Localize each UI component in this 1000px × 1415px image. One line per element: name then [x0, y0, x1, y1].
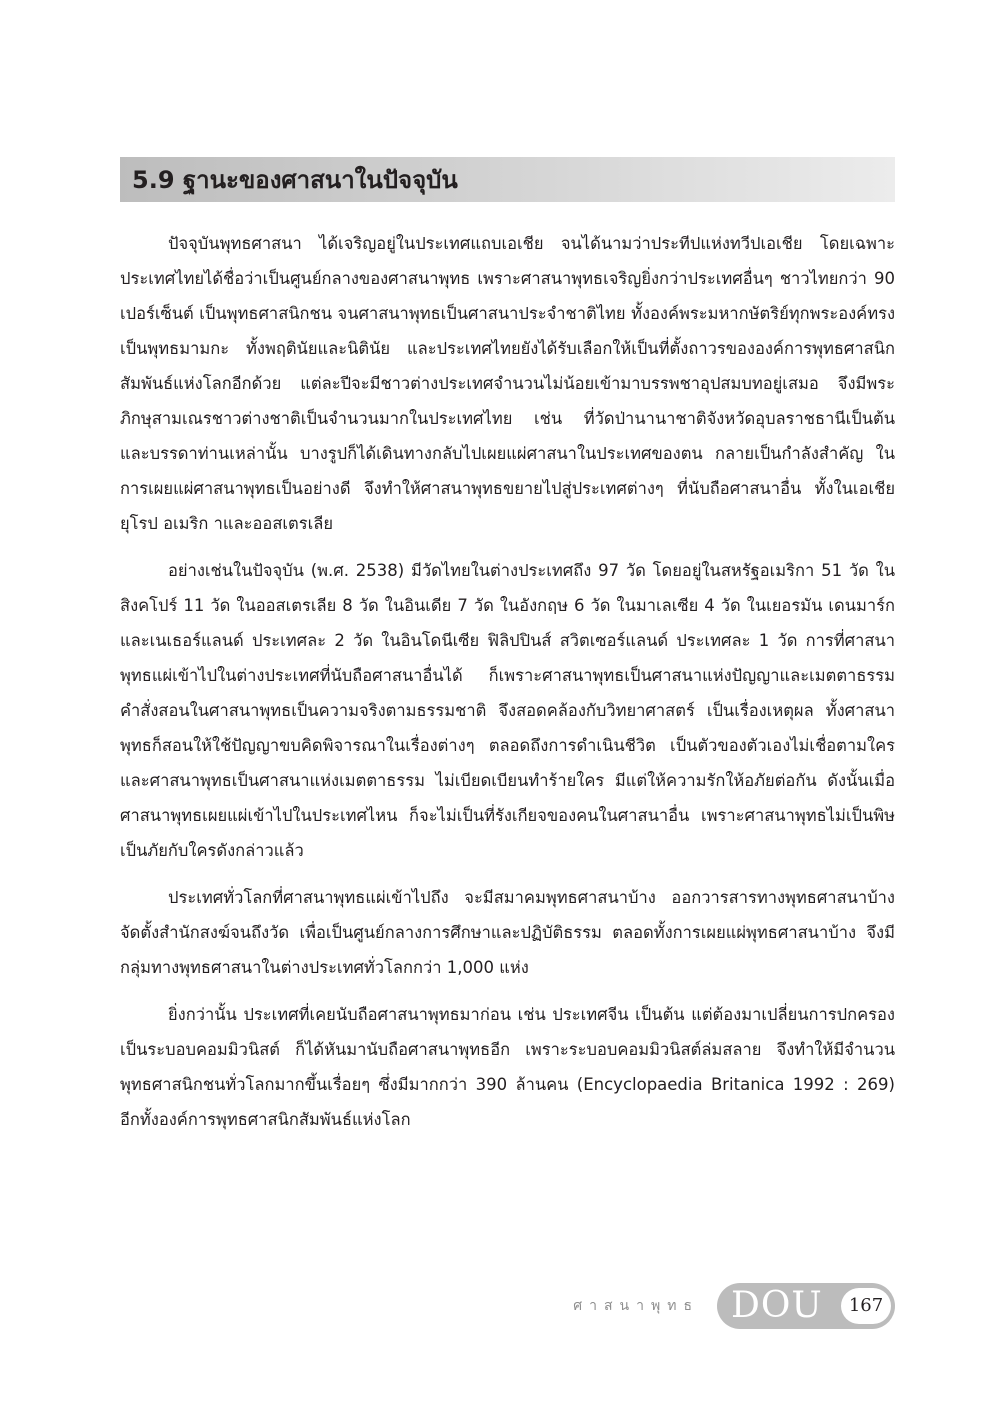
section-header-bar: [120, 157, 895, 202]
section-title: 5.9 ฐานะของศาสนาในปัจจุบัน: [132, 166, 458, 194]
paragraph: ปัจจุบันพุทธศาสนา ได้เจริญอยู่ในประเทศแถบเอเชีย จนได้นามว่าประทีปแห่งทวีปเอเชีย โดยเฉพาะประเทศไทยได้ชื่อว่าเป็นศูนย์กลางของศาสนาพุทธ เพราะศาสนาพุทธเจริญยิ่งกว่าประเทศอื่นๆ ชาวไทยกว่า 90 เปอร์เซ็นต์ เป็นพุทธศาสนิกชน จนศาสนาพุทธเป็นศาสนาประจำชาติไทย ทั้งองค์พระมหากษัตริย์ทุกพระองค์ทรงเป็นพุทธมามกะ ทั้งพฤตินัยและนิตินัย และประเทศไทยยังได้รับเลือกให้เป็นที่ตั้งถาวรขององค์การพุทธศาสนิกสัมพันธ์แห่งโลกอีกด้วย แต่ละปีจะมีชาวต่างประเทศจำนวนไม่น้อยเข้ามาบรรพชาอุปสมบทอยู่เสมอ จึงมีพระภิกษุสามเณรชาวต่างชาติเป็นจำนวนมากในประเทศไทย เช่น ที่วัดป่านานาชาติจังหวัดอุบลราชธานีเป็นต้น และบรรดาท่านเหล่านั้น บางรูปก็ได้เดินทางกลับไปเผยแผ่ศาสนาในประเทศของตน กลายเป็นกำลังสำคัญ ในการเผยแผ่ศาสนาพุทธเป็นอย่างดี จึงทำให้ศาสนาพุทธขยายไปสู่ประเทศต่างๆ ที่นับถือศาสนาอื่น ทั้งในเอเชีย ยุโรป อเมริก าและออสเตรเลีย: [120, 234, 895, 533]
body-text: [120, 226, 895, 1149]
dou-logo: DOU: [731, 1285, 823, 1326]
page-number: 167: [841, 1288, 891, 1324]
paragraph: อย่างเช่นในปัจจุบัน (พ.ศ. 2538) มีวัดไทยในต่างประเทศถึง 97 วัด โดยอยู่ในสหรัฐอเมริกา 51 วัด ในสิงคโปร์ 11 วัด ในออสเตรเลีย 8 วัด ในอินเดีย 7 วัด ในอังกฤษ 6 วัด ในมาเลเซีย 4 วัด ในเยอรมัน เดนมาร์ก และเนเธอร์แลนด์ ประเทศละ 2 วัด ในอินโดนีเซีย ฟิลิปปินส์ สวิตเซอร์แลนด์ ประเทศละ 1 วัด การที่ศาสนาพุทธแผ่เข้าไปในต่างประเทศที่นับถือศาสนาอื่นได้ ก็เพราะศาสนาพุทธเป็นศาสนาแห่งปัญญาและเมตตาธรรม คำสั่งสอนในศาสนาพุทธเป็นความจริงตามธรรมชาติ จึงสอดคล้องกับวิทยาศาสตร์ เป็นเรื่องเหตุผล ทั้งศาสนาพุทธก็สอนให้ใช้ปัญญาขบคิดพิจารณาในเรื่องต่างๆ ตลอดถึงการดำเนินชีวิต เป็นตัวของตัวเองไม่เชื่อตามใคร และศาสนาพุทธเป็นศาสนาแห่งเมตตาธรรม ไม่เบียดเบียนทำร้ายใคร มีแต่ให้ความรักให้อภัยต่อกัน ดังนั้นเมื่อศาสนาพุทธเผยแผ่เข้าไปในประเทศไหน ก็จะไม่เป็นที่รังเกียจของคนในศาสนาอื่น เพราะศาสนาพุทธไม่เป็นพิษเป็นภัยกับใครดังกล่าวแล้ว: [120, 561, 895, 860]
paragraph: ประเทศทั่วโลกที่ศาสนาพุทธแผ่เข้าไปถึง จะมีสมาคมพุทธศาสนาบ้าง ออกวารสารทางพุทธศาสนาบ้าง จัดตั้งสำนักสงฆ์จนถึงวัด เพื่อเป็นศูนย์กลางการศึกษาและปฏิบัติธรรม ตลอดทั้งการเผยแผ่พุทธศาสนาบ้าง จึงมีกลุ่มทางพุทธศาสนาในต่างประเทศทั่วโลกกว่า 1,000 แห่ง: [120, 888, 895, 977]
page-footer: [573, 1283, 895, 1329]
footer-subject: ศาสนาพุทธ: [573, 1298, 699, 1314]
dou-badge: [717, 1283, 895, 1329]
paragraph: ยิ่งกว่านั้น ประเทศที่เคยนับถือศาสนาพุทธมาก่อน เช่น ประเทศจีน เป็นต้น แต่ต้องมาเปลี่ยนการปกครองเป็นระบอบคอมมิวนิสต์ ก็ได้หันมานับถือศาสนาพุทธอีก เพราะระบอบคอมมิวนิสต์ล่มสลาย จึงทำให้มีจำนวนพุทธศาสนิกชนทั่วโลกมากขึ้นเรื่อยๆ ซึ่งมีมากกว่า 390 ล้านคน (Encyclopaedia Britanica 1992 : 269) อีกทั้งองค์การพุทธศาสนิกสัมพันธ์แห่งโลก: [120, 1005, 895, 1129]
